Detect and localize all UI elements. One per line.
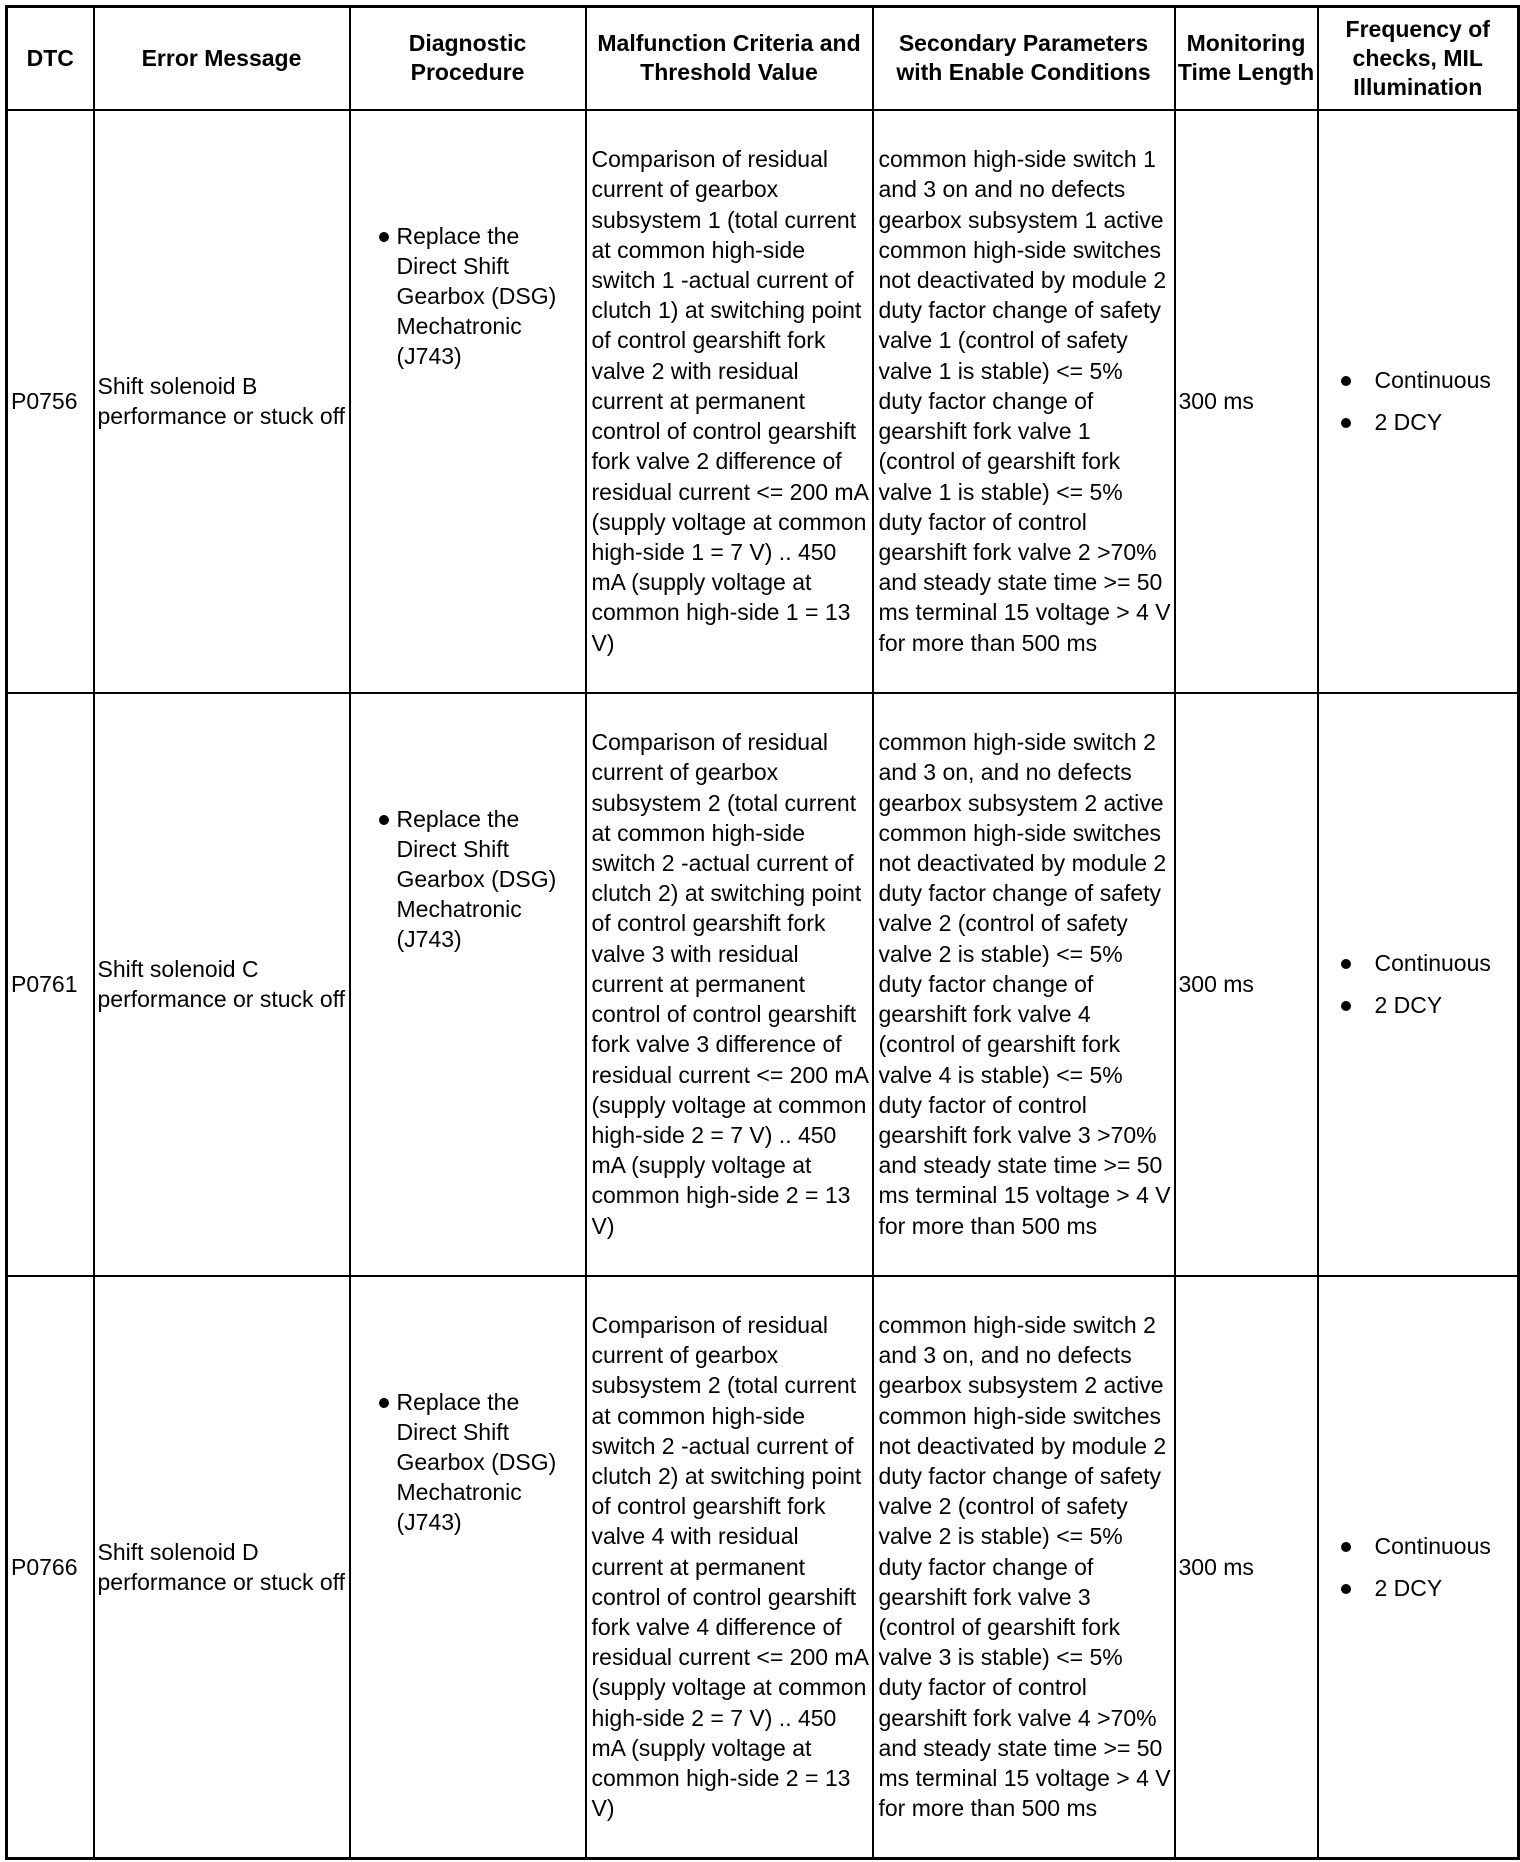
diagnostic-procedure <box>350 693 586 1276</box>
frequency <box>1318 1276 1519 1859</box>
malfunction-criteria: Comparison of residual current of gearbox subsystem 2 (total current at common high-side switch 2 -actual current of clutch 2) at switching point of control gearshift fork valve 4 with residual current at permanent control of control gearshift fork valve 4 difference of residual current <= 200 mA (supply voltage at common high-side 2 = 7 V) .. 450 mA (supply voltage at common high-side 2 = 13 V) <box>586 1276 873 1859</box>
malfunction-criteria: Comparison of residual current of gearbox subsystem 1 (total current at common high-side switch 1 -actual current of clutch 1) at switching point of control gearshift fork valve 2 with residual current at permanent control of control gearshift fork valve 2 difference of residual current <= 200 mA (supply voltage at common high-side 1 = 7 V) .. 450 mA (supply voltage at common high-side 1 = 13 V) <box>586 110 873 693</box>
error-message: Shift solenoid B performance or stuck off <box>94 110 350 693</box>
dtc-code: P0761 <box>7 693 94 1276</box>
diagnostic-procedure <box>350 1276 586 1859</box>
error-message: Shift solenoid C performance or stuck off <box>94 693 350 1276</box>
table-row <box>7 110 1519 693</box>
frequency-item: 2 DCY <box>1325 1573 1515 1603</box>
frequency-item: 2 DCY <box>1325 407 1515 437</box>
diagnostic-procedure <box>350 110 586 693</box>
frequency-item: Continuous <box>1325 365 1515 395</box>
table-row <box>7 693 1519 1276</box>
dtc-code: P0756 <box>7 110 94 693</box>
procedure-item: Replace the Direct Shift Gearbox (DSG) Mechatronic (J743) <box>359 1387 582 1538</box>
frequency-item: Continuous <box>1325 1531 1515 1561</box>
frequency <box>1318 693 1519 1276</box>
secondary-parameters: common high-side switch 2 and 3 on, and no defects gearbox subsystem 2 active common high-side switches not deactivated by module 2 duty factor change of safety valve 2 (control of safety valve 2 is stable) <= 5% duty factor change of gearshift fork valve 4 (control of gearshift fork valve 4 is stable) <= 5% duty factor of control gearshift fork valve 3 >70% and steady state time >= 50 ms terminal 15 voltage > 4 V for more than 500 ms <box>873 693 1175 1276</box>
secondary-parameters: common high-side switch 2 and 3 on, and no defects gearbox subsystem 2 active common high-side switches not deactivated by module 2 duty factor change of safety valve 2 (control of safety valve 2 is stable) <= 5% duty factor change of gearshift fork valve 3 (control of gearshift fork valve 3 is stable) <= 5% duty factor of control gearshift fork valve 4 >70% and steady state time >= 50 ms terminal 15 voltage > 4 V for more than 500 ms <box>873 1276 1175 1859</box>
dtc-code: P0766 <box>7 1276 94 1859</box>
monitoring-time: 300 ms <box>1175 1276 1318 1859</box>
table-row <box>7 1276 1519 1859</box>
dtc-table <box>5 5 1520 1860</box>
header-monitoring-time: Monitoring Time Length <box>1175 7 1318 110</box>
header-error-message: Error Message <box>94 7 350 110</box>
header-malfunction-criteria: Malfunction Criteria and Threshold Value <box>586 7 873 110</box>
monitoring-time: 300 ms <box>1175 110 1318 693</box>
monitoring-time: 300 ms <box>1175 693 1318 1276</box>
header-row <box>7 7 1519 110</box>
frequency-item: Continuous <box>1325 948 1515 978</box>
malfunction-criteria: Comparison of residual current of gearbox subsystem 2 (total current at common high-side switch 2 -actual current of clutch 2) at switching point of control gearshift fork valve 3 with residual current at permanent control of control gearshift fork valve 3 difference of residual current <= 200 mA (supply voltage at common high-side 2 = 7 V) .. 450 mA (supply voltage at common high-side 2 = 13 V) <box>586 693 873 1276</box>
secondary-parameters: common high-side switch 1 and 3 on and no defects gearbox subsystem 1 active common high-side switches not deactivated by module 2 duty factor change of safety valve 1 (control of safety valve 1 is stable) <= 5% duty factor change of gearshift fork valve 1 (control of gearshift fork valve 1 is stable) <= 5% duty factor of control gearshift fork valve 2 >70% and steady state time >= 50 ms terminal 15 voltage > 4 V for more than 500 ms <box>873 110 1175 693</box>
header-dtc: DTC <box>7 7 94 110</box>
procedure-item: Replace the Direct Shift Gearbox (DSG) Mechatronic (J743) <box>359 221 582 372</box>
error-message: Shift solenoid D performance or stuck off <box>94 1276 350 1859</box>
header-secondary-parameters: Secondary Parameters with Enable Conditions <box>873 7 1175 110</box>
header-frequency: Frequency of checks, MIL Illumination <box>1318 7 1519 110</box>
header-diagnostic-procedure: Diagnostic Procedure <box>350 7 586 110</box>
frequency <box>1318 110 1519 693</box>
procedure-item: Replace the Direct Shift Gearbox (DSG) Mechatronic (J743) <box>359 804 582 955</box>
frequency-item: 2 DCY <box>1325 990 1515 1020</box>
